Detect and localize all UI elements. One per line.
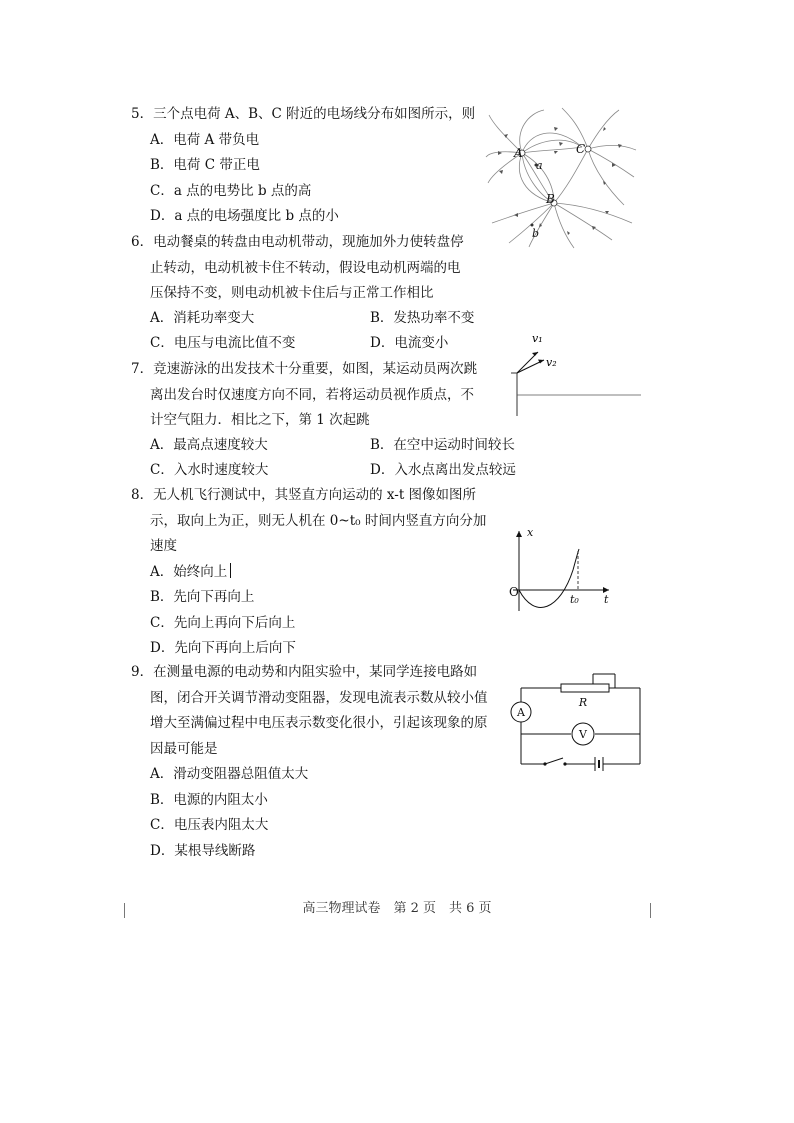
q8-option-a: A．始终向上 <box>150 563 228 580</box>
label-origin: O <box>509 585 519 599</box>
q5-option-b: B．电荷 C 带正电 <box>150 157 260 173</box>
q5-option-d: D．a 点的电场强度比 b 点的小 <box>150 208 339 224</box>
circuit-diagram-figure <box>505 664 645 774</box>
q9-option-b: B．电源的内阻太小 <box>150 791 268 808</box>
q6-option-d: D．电流变小 <box>370 335 449 351</box>
label-x-axis: x <box>527 526 534 539</box>
q7-option-c: C．入水时速度较大 <box>150 462 269 478</box>
question-8-stem-line-1: 8．无人机飞行测试中，其竖直方向运动的 x-t 图像如图所 <box>131 487 477 503</box>
question-9 <box>131 660 488 864</box>
swimming-start-figure <box>505 328 645 420</box>
page-footer: 高三物理试卷 第 2 页 共 6 页 <box>302 901 492 916</box>
question-6-stem-line-2: 止转动，电动机被卡住不转动，假设电动机两端的电 <box>150 259 461 276</box>
question-8-stem-line-3: 速度 <box>150 538 177 554</box>
label-point-b: b <box>532 227 540 240</box>
question-9-stem-line-3: 增大至满偏过程中电压表示数变化很小，引起该现象的原 <box>150 715 488 731</box>
q7-option-d: D．入水点离出发点较远 <box>370 462 516 478</box>
question-8-stem-line-2: 示，取向上为正，则无人机在 0~t₀ 时间内竖直方向分加 <box>150 512 487 529</box>
question-7-stem-line-3: 计空气阻力．相比之下，第 1 次起跳 <box>150 412 370 428</box>
q7-option-a: A．最高点速度较大 <box>150 437 268 453</box>
question-6 <box>131 230 464 307</box>
label-t0: t₀ <box>570 593 579 606</box>
q9-option-d: D．某根导线断路 <box>150 842 256 859</box>
electric-field-lines-figure <box>484 105 639 250</box>
q5-option-c: C．a 点的电势比 b 点的高 <box>150 182 312 199</box>
q6-option-b: B．发热功率不变 <box>370 310 475 326</box>
question-6-stem-line-3: 压保持不变，则电动机被卡住后与正常工作相比 <box>150 285 434 301</box>
switch-lever <box>545 758 563 764</box>
q8-option-d: D．先向下再向上后向下 <box>150 640 296 656</box>
label-v2: v₂ <box>546 356 557 369</box>
question-7-stem-line-1: 7．竞速游泳的出发技术十分重要，如图，某运动员两次跳 <box>131 361 478 377</box>
question-5-stem: 5．三个点电荷 A、B、C 附近的电场线分布如图所示，则 <box>131 106 476 122</box>
label-voltmeter: V <box>579 728 587 741</box>
rheostat-resistor <box>561 684 609 692</box>
question-9-stem-line-2: 图，闭合开关调节滑动变阻器，发现电流表示数从较小值 <box>150 689 488 706</box>
label-v1: v₁ <box>532 332 543 345</box>
q8-option-b: B．先向下再向上 <box>150 589 255 605</box>
question-5 <box>131 102 475 230</box>
text-cursor <box>230 563 231 578</box>
charge-c-dot <box>585 146 591 152</box>
x-t-graph-figure <box>505 525 615 615</box>
question-7-stem-line-2: 离出发台时仅速度方向不同，若将运动员视作质点，不 <box>150 386 474 403</box>
right-margin-mark <box>650 903 651 918</box>
q6-option-c: C．电压与电流比值不变 <box>150 335 296 351</box>
label-charge-c: C <box>576 142 586 156</box>
question-9-stem-line-1: 9．在测量电源的电动势和内阻实验中，某同学连接电路如 <box>131 664 478 680</box>
label-charge-b: B <box>546 192 555 206</box>
label-charge-a: A <box>514 146 523 160</box>
q9-option-a: A．滑动变阻器总阻值太大 <box>150 766 309 782</box>
label-ammeter: A <box>517 706 525 719</box>
q8-option-c: C．先向上再向下后向上 <box>150 614 296 631</box>
q9-option-c: C．电压表内阻太大 <box>150 817 269 833</box>
q6-option-a: A．消耗功率变大 <box>150 310 255 326</box>
question-9-stem-line-4: 因最可能是 <box>150 740 218 757</box>
label-point-a: a <box>536 159 543 172</box>
question-7 <box>131 357 477 434</box>
q5-option-a: A．电荷 A 带负电 <box>150 131 260 148</box>
question-8 <box>131 483 486 662</box>
label-t-axis: t <box>604 593 609 606</box>
label-rheostat: R <box>578 696 588 709</box>
question-6-stem-line-1: 6．电动餐桌的转盘由电动机带动，现施加外力使转盘停 <box>131 234 464 250</box>
q7-option-b: B．在空中运动时间较长 <box>370 437 515 453</box>
